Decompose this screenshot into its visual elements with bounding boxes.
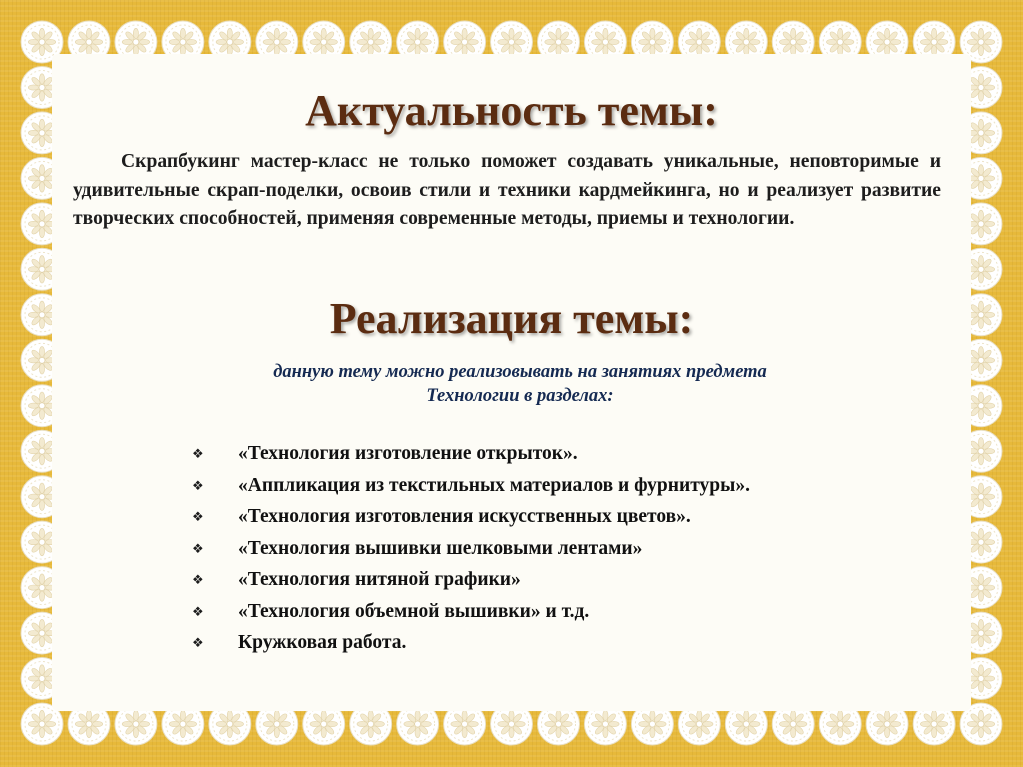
diamond-ornament-icon: ❖ — [192, 572, 204, 587]
diamond-ornament-icon: ❖ — [192, 635, 204, 650]
list-item — [190, 504, 750, 536]
diamond-ornament-icon: ❖ — [192, 446, 204, 461]
list-item — [190, 630, 750, 662]
subtitle-line-1: данную тему можно реализовывать на занятиях предмета — [273, 362, 767, 382]
list-item-text: «Аппликация из текстильных материалов и фурнитуры». — [238, 474, 750, 496]
intro-paragraph: Скрапбукинг мастер-класс не только поможет создавать уникальные, неповторимые и удивительные скрап-поделки, освоив стили и техники кардмейкинга, но и реализует развитие творческих способностей, применяя современные методы, приемы и технологии. — [73, 151, 941, 229]
diamond-ornament-icon: ❖ — [192, 477, 204, 493]
heading-implementation: Реализация темы: — [329, 294, 694, 343]
list-item — [190, 441, 750, 473]
subtitle-line-2: Технологии в разделах: — [426, 386, 614, 406]
diamond-ornament-icon: ❖ — [192, 540, 204, 556]
list-item-text: «Технология изготовление открыток». — [238, 443, 578, 464]
list-item-text: Кружковая работа. — [238, 632, 407, 653]
list-item-text: «Технология вышивки шелковыми лентами» — [238, 537, 643, 559]
list-item — [190, 599, 750, 631]
list-item-text: «Технология изготовления искусственных цветов». — [238, 506, 691, 527]
list-item — [190, 536, 750, 568]
list-item — [190, 473, 750, 505]
diamond-ornament-icon: ❖ — [192, 509, 204, 524]
list-item — [190, 567, 750, 599]
diamond-ornament-icon: ❖ — [192, 603, 204, 619]
heading-relevance: Актуальность темы: — [305, 86, 718, 135]
list-item-text: «Технология нитяной графики» — [238, 569, 521, 590]
list-item-text: «Технология объемной вышивки» и т.д. — [238, 600, 590, 622]
subtitle — [180, 360, 860, 408]
topics-list — [190, 441, 750, 662]
